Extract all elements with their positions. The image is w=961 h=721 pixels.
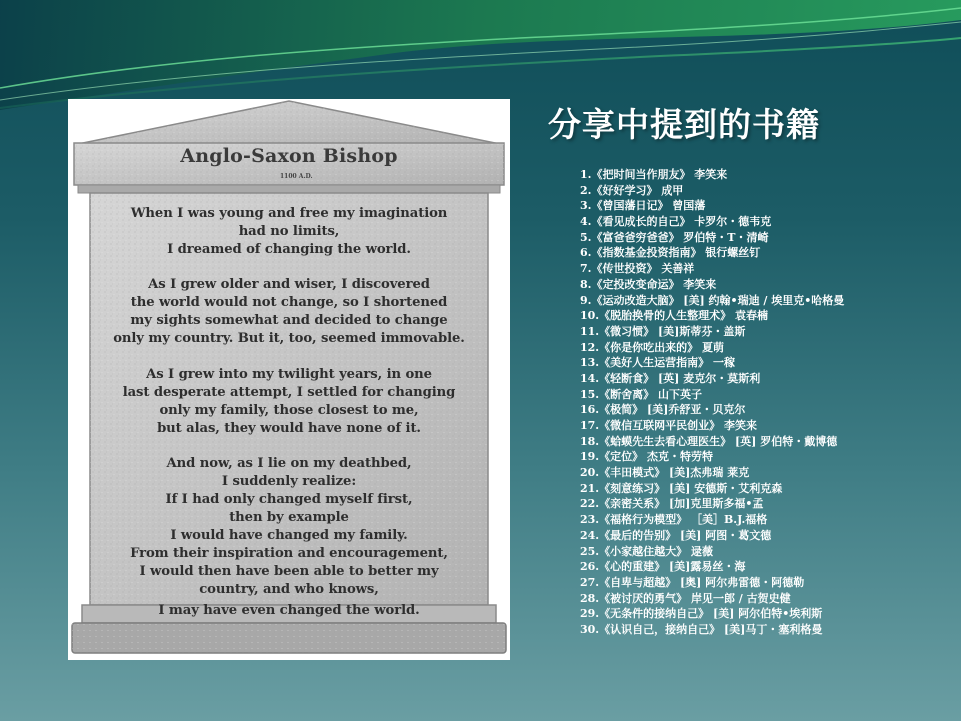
tombstone-title: Anglo-Saxon Bishop <box>180 145 398 167</box>
poem-line: I would have changed my family. <box>170 528 408 543</box>
book-list-item: 26.《心的重建》 [美]露易丝・海 <box>580 560 746 574</box>
poem-line: country, and who knows, <box>199 582 379 597</box>
book-list-item: 4.《看见成长的自己》 卡罗尔・德韦克 <box>580 215 772 229</box>
book-list-item: 11.《微习惯》 [美]斯蒂芬・盖斯 <box>580 324 746 338</box>
poem-line: When I was young and free my imagination <box>130 206 448 221</box>
poem-line: my sights somewhat and decided to change <box>130 313 448 328</box>
book-list-item: 13.《美好人生运营指南》 一稼 <box>580 356 735 370</box>
book-list-item: 10.《脱胎换骨的人生整理术》 袁春楠 <box>580 309 768 323</box>
book-list-item: 20.《丰田模式》 [美]杰弗瑞 莱克 <box>580 466 750 480</box>
poem-line: only my country. But it, too, seemed immovable. <box>113 331 465 346</box>
poem-line: I may have even changed the world. <box>158 603 420 618</box>
poem-line: I dreamed of changing the world. <box>167 242 411 257</box>
book-list-item: 5.《富爸爸穷爸爸》 罗伯特・T・清崎 <box>580 230 769 244</box>
tombstone-date: 1100 A.D. <box>280 173 313 180</box>
poem-line: From their inspiration and encouragement, <box>130 546 448 561</box>
poem-line: had no limits, <box>238 224 340 239</box>
poem-line: As I grew into my twilight years, in one <box>146 367 432 382</box>
book-list-item: 28.《被讨厌的勇气》 岸见一郎 / 古贺史健 <box>580 591 791 605</box>
poem-line: I would then have been able to better my <box>139 564 439 579</box>
book-list-item: 7.《传世投资》 关善祥 <box>580 262 695 276</box>
book-list-item: 12.《你是你吃出来的》 夏萌 <box>580 340 724 354</box>
tombstone-image <box>68 99 510 660</box>
book-list-item: 21.《刻意练习》 [美] 安德斯・艾利克森 <box>580 481 783 495</box>
book-list-item: 30.《认识自己，接纳自己》 [美]马丁・塞利格曼 <box>580 622 823 636</box>
book-list-item: 19.《定位》 杰克・特劳特 <box>580 450 713 464</box>
poem-line: but alas, they would have none of it. <box>157 421 421 436</box>
book-list-item: 3.《曾国藩日记》 曾国藩 <box>580 199 706 213</box>
poem-line: And now, as I lie on my deathbed, <box>166 456 412 471</box>
book-list-item: 16.《极简》 [美]乔舒亚・贝克尔 <box>580 403 746 417</box>
poem-line: last desperate attempt, I settled for changing <box>122 385 456 400</box>
book-list-item: 15.《断舍离》 山下英子 <box>580 387 702 401</box>
slide-title: 分享中提到的书籍 <box>548 105 820 144</box>
book-list-item: 25.《小家越住越大》 逯薇 <box>580 544 713 558</box>
book-list-item: 23.《福格行为模型》 ［美］B.J.福格 <box>580 513 768 527</box>
book-list-item: 27.《自卑与超越》 [奥] 阿尔弗雷德・阿德勒 <box>580 575 805 589</box>
book-list-item: 9.《运动改造大脑》 [美] 约翰•瑞迪 / 埃里克•哈格曼 <box>580 293 845 307</box>
poem-line: I suddenly realize: <box>221 474 357 489</box>
book-list-item: 24.《最后的告别》 [美] 阿图・葛文德 <box>580 528 772 542</box>
book-list-item: 17.《微信互联网平民创业》 李笑来 <box>580 419 757 432</box>
book-list-item: 1.《把时间当作朋友》 李笑来 <box>580 168 728 181</box>
book-list-item: 6.《指数基金投资指南》 银行螺丝钉 <box>580 246 761 260</box>
book-list-item: 22.《亲密关系》 [加]克里斯多福•孟 <box>580 497 764 511</box>
poem-line: As I grew older and wiser, I discovered <box>148 277 430 292</box>
book-list-item: 18.《蛤蟆先生去看心理医生》 [英] 罗伯特・戴博德 <box>580 434 838 448</box>
poem-line: only my family, those closest to me, <box>159 403 419 418</box>
book-list-item: 14.《轻断食》 [英] 麦克尔・莫斯利 <box>580 371 761 385</box>
book-list-item: 29.《无条件的接纳自己》 [美] 阿尔伯特•埃利斯 <box>580 607 823 621</box>
poem-line: the world would not change, so I shortened <box>130 295 448 310</box>
book-list-item: 8.《定投改变命运》 李笑来 <box>580 277 717 291</box>
book-list-item: 2.《好好学习》 成甲 <box>580 183 684 197</box>
book-list <box>580 167 844 638</box>
poem-line: then by example <box>229 510 349 525</box>
poem-line: If I had only changed myself first, <box>165 492 413 507</box>
